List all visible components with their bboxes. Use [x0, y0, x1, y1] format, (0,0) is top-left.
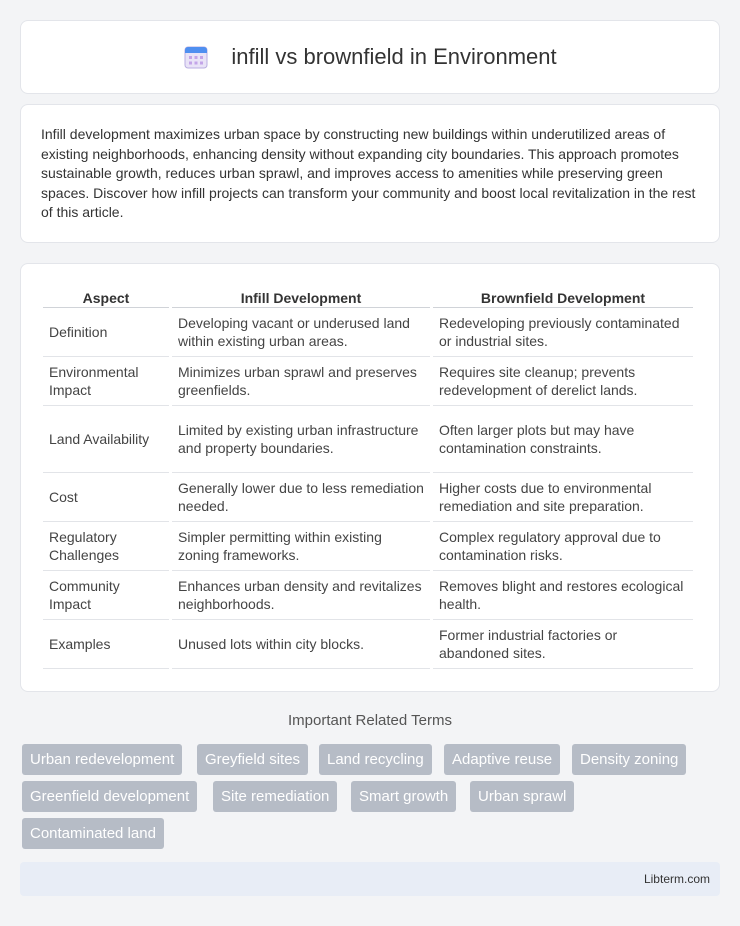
comparison-card: [20, 263, 720, 692]
cell-brownfield: Former industrial factories or abandoned sites.: [433, 620, 693, 669]
cell-aspect: Environmental Impact: [43, 357, 169, 406]
table-row: [43, 473, 693, 522]
cell-infill: Unused lots within city blocks.: [172, 620, 430, 669]
tag-greenfield-development[interactable]: Greenfield development: [22, 781, 197, 812]
table-row: [43, 620, 693, 669]
title-card: [20, 20, 720, 94]
header-brownfield: Brownfield Development: [433, 282, 693, 308]
cell-infill: Developing vacant or underused land within existing urban areas.: [172, 308, 430, 357]
cell-aspect: Community Impact: [43, 571, 169, 620]
cell-aspect: Examples: [43, 620, 169, 669]
tag-urban-sprawl[interactable]: Urban sprawl: [470, 781, 574, 812]
table-row: [43, 571, 693, 620]
header-aspect: Aspect: [43, 282, 169, 308]
cell-infill: Limited by existing urban infrastructure and property boundaries.: [172, 406, 430, 473]
table-row: [43, 357, 693, 406]
table-row: [43, 308, 693, 357]
table-header-row: [43, 282, 693, 308]
cell-aspect: Land Availability: [43, 406, 169, 473]
cell-brownfield: Complex regulatory approval due to contamination risks.: [433, 522, 693, 571]
cell-brownfield: Redeveloping previously contaminated or industrial sites.: [433, 308, 693, 357]
footer: [20, 862, 720, 896]
table-row: [43, 406, 693, 473]
tag-density-zoning[interactable]: Density zoning: [572, 744, 686, 775]
cell-aspect: Cost: [43, 473, 169, 522]
footer-site-link[interactable]: Libterm.com: [643, 872, 710, 886]
cell-aspect: Definition: [43, 308, 169, 357]
tag-greyfield-sites[interactable]: Greyfield sites: [197, 744, 308, 775]
tag-adaptive-reuse[interactable]: Adaptive reuse: [444, 744, 560, 775]
cell-brownfield: Higher costs due to environmental remediation and site preparation.: [433, 473, 693, 522]
cell-infill: Minimizes urban sprawl and preserves greenfields.: [172, 357, 430, 406]
cell-infill: Enhances urban density and revitalizes neighborhoods.: [172, 571, 430, 620]
tag-urban-redevelopment[interactable]: Urban redevelopment: [22, 744, 182, 775]
intro-card: [20, 104, 720, 243]
tag-land-recycling[interactable]: Land recycling: [319, 744, 432, 775]
cell-aspect: Regulatory Challenges: [43, 522, 169, 571]
cell-infill: Simpler permitting within existing zoning frameworks.: [172, 522, 430, 571]
intro-paragraph: Infill development maximizes urban space by constructing new buildings within underutilized areas of existing neighborhoods, enhancing density without expanding city boundaries. This approach promotes sustainable growth, reduces urban sprawl, and improves access to amenities while preserving green spaces. Discover how infill projects can transform your community and boost local revitalization in the rest of this article.: [41, 126, 696, 221]
calendar-icon: [183, 44, 209, 70]
table-row: [43, 522, 693, 571]
tag-contaminated-land[interactable]: Contaminated land: [22, 818, 164, 849]
cell-brownfield: Requires site cleanup; prevents redevelopment of derelict lands.: [433, 357, 693, 406]
tag-smart-growth[interactable]: Smart growth: [351, 781, 456, 812]
header-infill: Infill Development: [172, 282, 430, 308]
cell-brownfield: Often larger plots but may have contamination constraints.: [433, 406, 693, 473]
comparison-table: [40, 282, 696, 669]
related-terms-title: Important Related Terms: [288, 712, 452, 729]
cell-brownfield: Removes blight and restores ecological health.: [433, 571, 693, 620]
page-title: infill vs brownfield in Environment: [231, 44, 557, 69]
tag-site-remediation[interactable]: Site remediation: [213, 781, 337, 812]
cell-infill: Generally lower due to less remediation needed.: [172, 473, 430, 522]
